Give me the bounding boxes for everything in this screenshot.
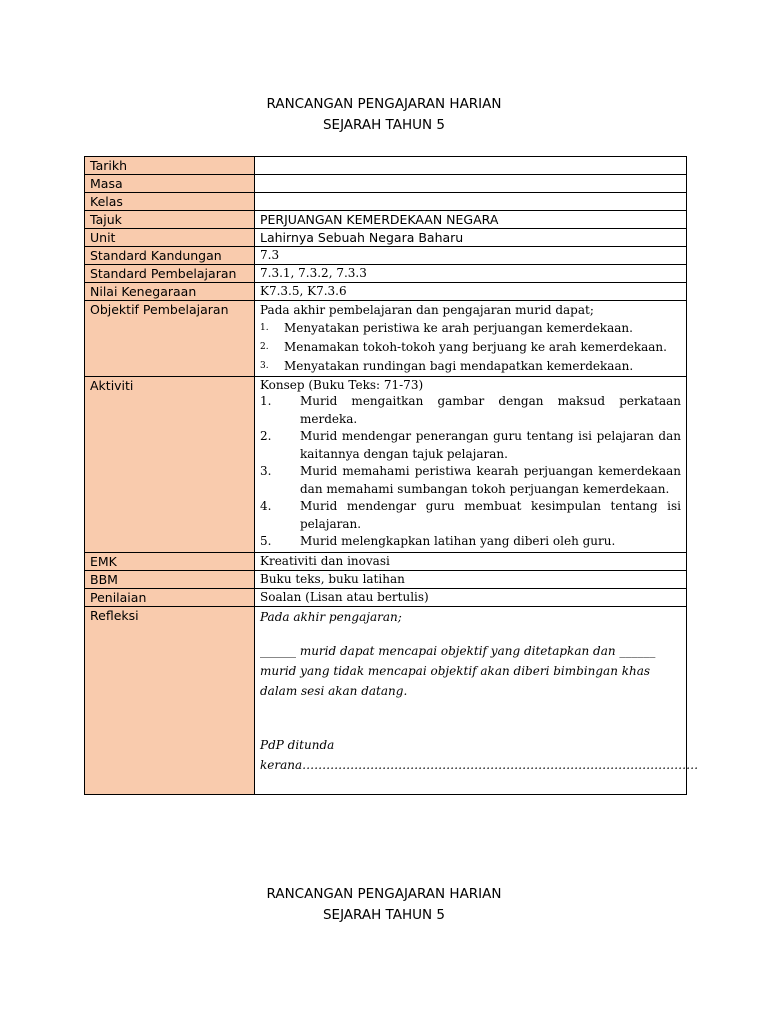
title-line-1: RANCANGAN PENGAJARAN HARIAN (266, 886, 502, 902)
row-aktiviti (85, 377, 687, 553)
title-line-2: SEJARAH TAHUN 5 (322, 117, 446, 133)
list-item-text: Menamakan tokoh-tokoh yang berjuang ke arah kemerdekaan. (284, 340, 667, 354)
title-line-2: SEJARAH TAHUN 5 (322, 907, 446, 923)
refleksi-line-4: kerana……………………………………………………………………………………… (260, 758, 699, 772)
objektif-list (260, 319, 681, 376)
list-item-text: Murid mendengar penerangan guru tentang isi pelajaran dan kaitannya dengan tajuk pelajaran. (300, 429, 681, 461)
row-penilaian (85, 589, 687, 607)
list-item (260, 357, 681, 376)
label-kelas: Kelas (85, 193, 255, 211)
row-emk (85, 553, 687, 571)
label-refleksi: Refleksi (85, 607, 255, 795)
row-refleksi (85, 607, 687, 795)
refleksi-line-3: PdP ditunda (260, 738, 335, 752)
value-standard-pembelajaran: 7.3.1, 7.3.2, 7.3.3 (255, 265, 687, 283)
value-refleksi (255, 607, 699, 795)
aktiviti-list (260, 393, 681, 551)
label-emk: EMK (85, 553, 255, 571)
list-item-text: Murid mendengar guru membuat kesimpulan tentang isi pelajaran. (300, 499, 681, 531)
list-item-number: 1. (260, 394, 272, 408)
list-item (260, 533, 681, 551)
label-bbm: BBM (85, 571, 255, 589)
list-item (260, 393, 681, 428)
list-item (260, 319, 681, 338)
row-bbm (85, 571, 687, 589)
list-item-number: 5. (260, 534, 272, 548)
list-item (260, 498, 681, 533)
list-item-number: 1. (260, 323, 269, 333)
row-nilai-kenegaraan (85, 283, 687, 301)
label-aktiviti: Aktiviti (85, 377, 255, 553)
label-masa: Masa (85, 175, 255, 193)
list-item-number: 3. (260, 361, 269, 371)
list-item-number: 3. (260, 464, 272, 478)
row-unit (85, 229, 687, 247)
value-unit: Lahirnya Sebuah Negara Baharu (255, 229, 687, 247)
label-standard-kandungan: Standard Kandungan (85, 247, 255, 265)
row-standard-kandungan (85, 247, 687, 265)
list-item-text: Murid mengaitkan gambar dengan maksud perkataan merdeka. (300, 394, 681, 426)
list-item-number: 4. (260, 499, 272, 513)
value-nilai-kenegaraan: K7.3.5, K7.3.6 (255, 283, 687, 301)
document-title-repeat (0, 884, 768, 926)
list-item-number: 2. (260, 342, 269, 352)
aktiviti-intro: Konsep (Buku Teks: 71-73) (260, 378, 424, 392)
title-line-1: RANCANGAN PENGAJARAN HARIAN (266, 96, 502, 112)
list-item-text: Murid memahami peristiwa kearah perjuangan kemerdekaan dan memahami sumbangan tokoh perjuangan kemerdekaan. (300, 464, 681, 496)
list-item-number: 2. (260, 429, 272, 443)
row-tajuk (85, 211, 687, 229)
refleksi-line-2: ______ murid dapat mencapai objektif yang ditetapkan dan ______ murid yang tidak mencapai objektif akan diberi bimbingan khas dalam sesi akan datang. (260, 644, 656, 698)
value-kelas (255, 193, 687, 211)
value-tajuk: PERJUANGAN KEMERDEKAAN NEGARA (255, 211, 687, 229)
row-objektif (85, 301, 687, 377)
label-penilaian: Penilaian (85, 589, 255, 607)
list-item (260, 428, 681, 463)
label-tarikh: Tarikh (85, 157, 255, 175)
list-item-text: Menyatakan rundingan bagi mendapatkan kemerdekaan. (284, 359, 634, 373)
label-objektif: Objektif Pembelajaran (85, 301, 255, 377)
row-masa (85, 175, 687, 193)
value-bbm: Buku teks, buku latihan (255, 571, 687, 589)
label-standard-pembelajaran: Standard Pembelajaran (85, 265, 255, 283)
value-penilaian: Soalan (Lisan atau bertulis) (255, 589, 687, 607)
row-tarikh (85, 157, 687, 175)
objektif-intro: Pada akhir pembelajaran dan pengajaran murid dapat; (260, 303, 594, 317)
value-standard-kandungan: 7.3 (255, 247, 687, 265)
value-masa (255, 175, 687, 193)
list-item-text: Menyatakan peristiwa ke arah perjuangan kemerdekaan. (284, 321, 633, 335)
value-objektif (255, 301, 687, 377)
label-nilai-kenegaraan: Nilai Kenegaraan (85, 283, 255, 301)
list-item (260, 338, 681, 357)
row-kelas (85, 193, 687, 211)
value-emk: Kreativiti dan inovasi (255, 553, 687, 571)
row-standard-pembelajaran (85, 265, 687, 283)
value-tarikh (255, 157, 687, 175)
label-tajuk: Tajuk (85, 211, 255, 229)
document-title (0, 94, 768, 136)
lesson-plan-table (84, 156, 699, 795)
value-aktiviti (255, 377, 687, 553)
refleksi-line-1: Pada akhir pengajaran; (260, 610, 402, 624)
list-item-text: Murid melengkapkan latihan yang diberi oleh guru. (300, 534, 616, 548)
label-unit: Unit (85, 229, 255, 247)
list-item (260, 463, 681, 498)
